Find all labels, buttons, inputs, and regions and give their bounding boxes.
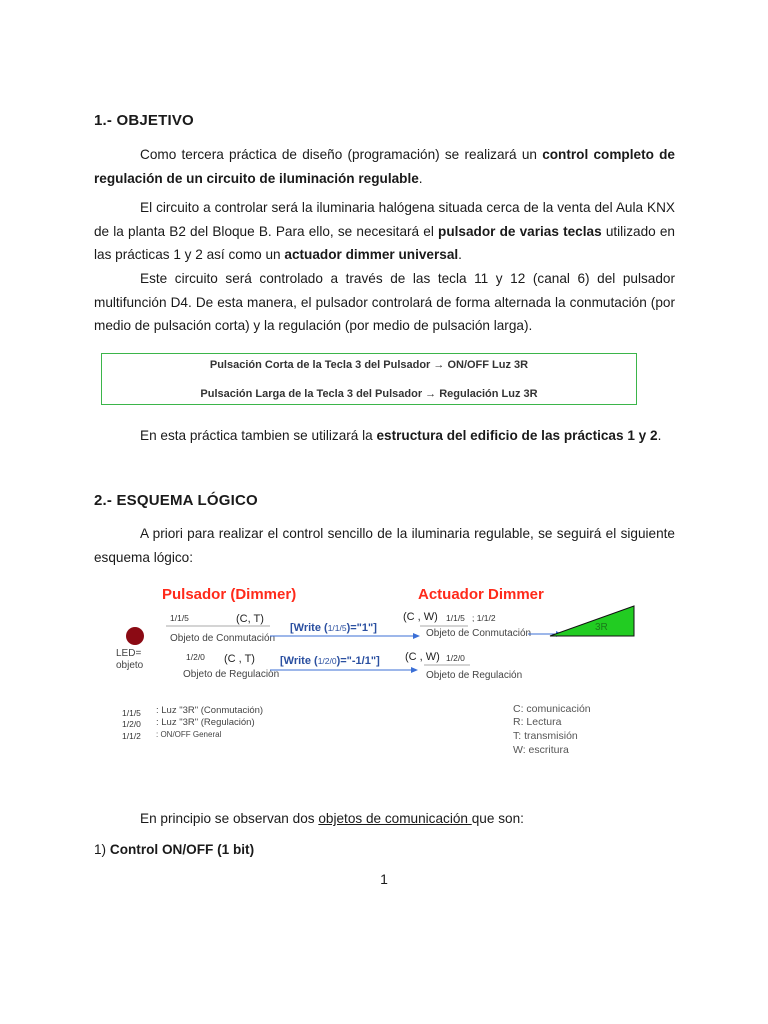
led-label-line2: objeto — [116, 660, 144, 671]
list-item-1: 1) Control ON/OFF (1 bit) — [94, 842, 255, 857]
legend-left-desc-1: : Luz "3R" (Conmutación) — [156, 705, 264, 716]
pulsation-box — [101, 353, 637, 405]
row1-addr-right: 1/1/5 — [446, 613, 465, 623]
section-2-heading: 2.- ESQUEMA LÓGICO — [94, 492, 258, 509]
row2-object-left: Objeto de Regulación — [183, 669, 280, 680]
section-1-heading: 1.- OBJETIVO — [94, 112, 194, 129]
row2-arrow-head — [411, 667, 418, 673]
section-1-paragraph-4: En esta práctica tambien se utilizará la estructura del edificio de las prácticas 1 y 2. — [140, 428, 662, 443]
pulsation-short-line: Pulsación Corta de la Tecla 3 del Pulsador → ON/OFF Luz 3R — [209, 359, 529, 371]
logic-diagram — [108, 578, 648, 763]
page-number: 1 — [380, 871, 388, 887]
row1-flags-right: (C , W) — [403, 611, 438, 623]
section-2-paragraph-1: A priori para realizar el control sencillo de la iluminaria regulable, se seguirá el siguiente esquema lógico: — [94, 526, 675, 565]
emphasis: control completo de regulación de un circuito de iluminación regulable — [94, 147, 675, 186]
legend-left-addr-1: 1/1/5 — [122, 708, 141, 718]
pulsation-long-line: Pulsación Larga de la Tecla 3 del Pulsador → Regulación Luz 3R — [200, 388, 538, 400]
legend-right-1: C: comunicación — [513, 703, 591, 715]
led-icon — [126, 627, 144, 645]
row2-write: [Write (1/2/0)="-1/1"] — [280, 655, 380, 667]
legend-left-addr-3: 1/1/2 — [122, 731, 141, 741]
led-label-line1: LED= — [116, 648, 142, 659]
section-2-paragraph-2: En principio se observan dos objetos de comunicación que son: — [140, 811, 524, 826]
emphasis: pulsador de varias teclas — [438, 223, 602, 239]
legend-right-2: R: Lectura — [513, 716, 562, 728]
row1-object-right: Objeto de Conmutación — [426, 628, 532, 639]
row1-write: [Write (1/1/5)="1"] — [290, 622, 377, 634]
section-1-paragraph-3: Este circuito será controlado a través de las tecla 11 y 12 (canal 6) del pulsador multifunción D4. De esta manera, el pulsador controlará de forma alternada la conmutación (por medio de pulsación corta) y la regulación (por medio de pulsación larga). — [94, 271, 675, 333]
pulsador-title: Pulsador (Dimmer) — [162, 586, 297, 603]
legend-left-addr-2: 1/2/0 — [122, 719, 141, 729]
dimmer-triangle-icon — [550, 606, 634, 636]
row2-addr-right: 1/2/0 — [446, 653, 465, 663]
row2-object-right: Objeto de Regulación — [426, 670, 523, 681]
legend-left-desc-3: : ON/OFF General — [156, 730, 222, 739]
dimmer-label: 3R — [595, 622, 608, 633]
row1-addr-right-extra: ; 1/1/2 — [472, 613, 496, 623]
row1-arrow-head — [413, 633, 420, 639]
section-1-paragraph-2: El circuito a controlar será la iluminaria halógena situada cerca de la venta del Aula KNX de la planta B2 del Bloque B. Para ello, se necesitará el pulsador de varias teclas utilizado en las prácticas 1 y 2 así como un actuador dimmer universal. — [94, 200, 675, 262]
legend-right-3: T: transmisión — [513, 730, 578, 742]
legend-right-4: W: escritura — [513, 744, 569, 756]
underlined-term: objetos de comunicación — [318, 811, 472, 826]
actuador-title: Actuador Dimmer — [418, 586, 544, 603]
section-1-paragraph-1: Como tercera práctica de diseño (programación) se realizará un control completo de regulación de un circuito de iluminación regulable. — [94, 147, 675, 186]
emphasis: estructura del edificio de las prácticas 1 y 2 — [376, 428, 658, 443]
row1-flags-left: (C, T) — [236, 613, 264, 625]
row1-object-left: Objeto de Conmutación — [170, 633, 276, 644]
row2-flags-left: (C , T) — [224, 653, 255, 665]
legend-left-desc-2: : Luz "3R" (Regulación) — [156, 717, 255, 728]
emphasis: actuador dimmer universal — [284, 247, 459, 262]
row1-addr-left: 1/1/5 — [170, 613, 189, 623]
row2-flags-right: (C , W) — [405, 651, 440, 663]
row2-addr-left: 1/2/0 — [186, 652, 205, 662]
